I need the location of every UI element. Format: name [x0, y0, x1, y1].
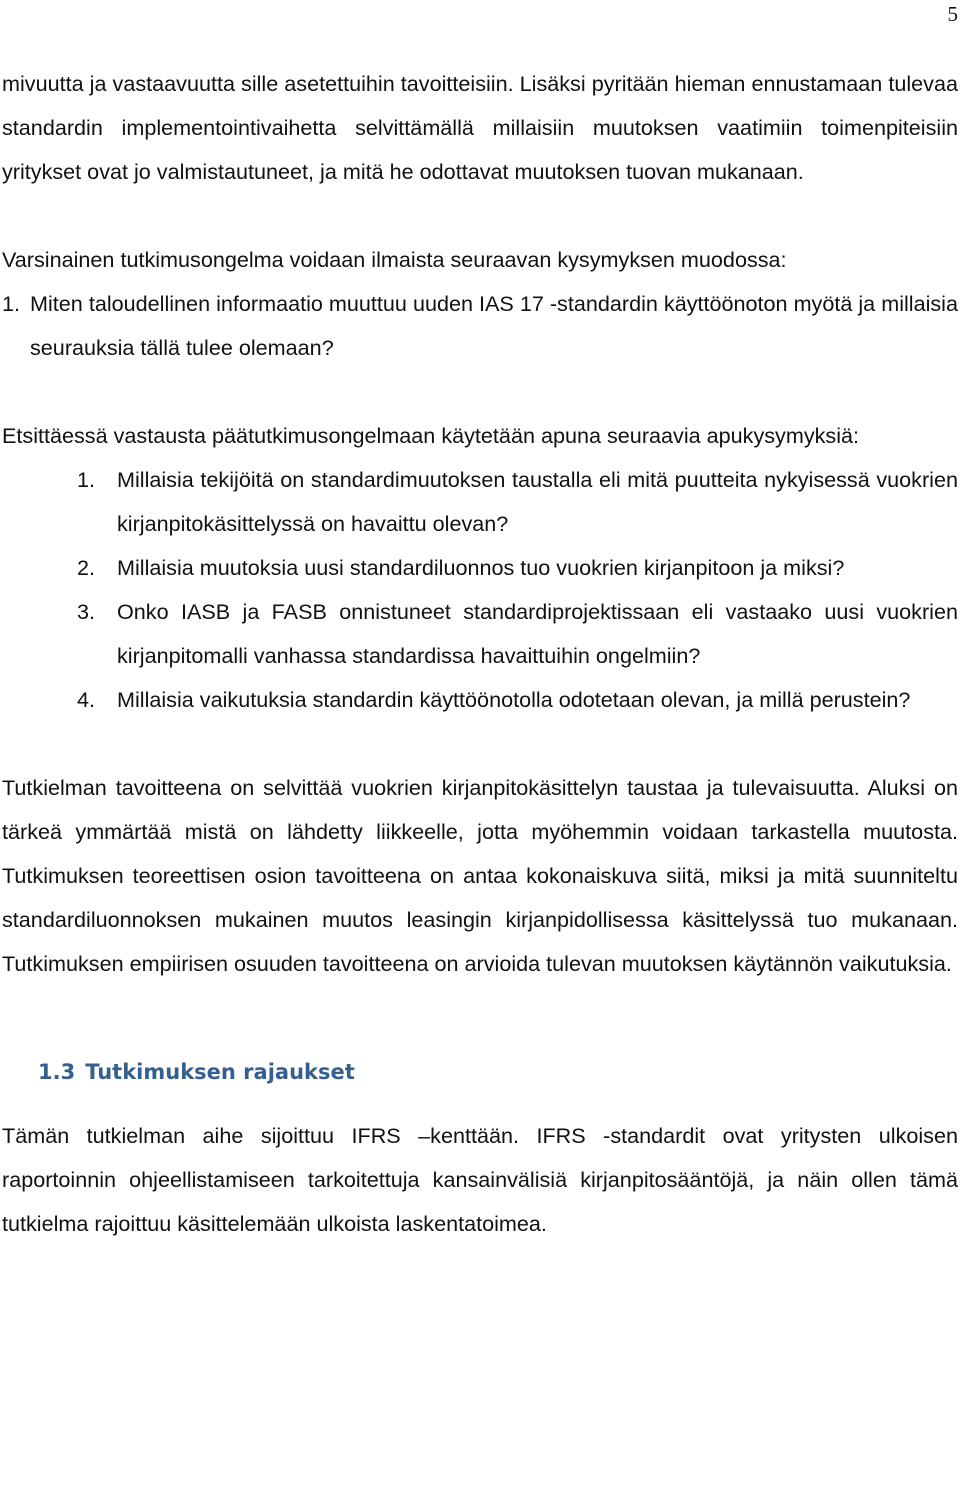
list-item: [2, 590, 958, 678]
list-number: 2.: [77, 555, 96, 580]
paragraph-thesis-objective: Tutkielman tavoitteena on selvittää vuokrien kirjanpitokäsittelyn taustaa ja tulevaisuutta. Aluksi on tärkeä ymmärtää mistä on lähdetty liikkeelle, jotta myöhemmin voidaan tarkastella muutosta. Tutkimuksen teoreettisen osion tavoitteena on antaa kokonaiskuva siitä, miksi ja mitä suunniteltu standardiluonnoksen mukainen muutos leasingin kirjanpidollisessa käsittelyssä tuo mukanaan. Tutkimuksen empiirisen osuuden tavoitteena on arvioida tulevan muutoksen käytännön vaikutuksia.: [2, 775, 958, 976]
list-item-text: Millaisia muutoksia uusi standardiluonnos tuo vuokrien kirjanpitoon ja miksi?: [117, 555, 845, 580]
list-number: 1.: [2, 291, 21, 316]
section-number: 1.3: [38, 1060, 76, 1084]
section-title: Tutkimuksen rajaukset: [85, 1060, 355, 1084]
list-number: 4.: [77, 687, 96, 712]
document-body: [2, 62, 958, 1246]
list-item: [2, 546, 958, 590]
list-item: [2, 458, 958, 546]
list-item-text: Miten taloudellinen informaatio muuttuu uuden IAS 17 -standardin käyttöönoton myötä ja millaisia seurauksia tällä tulee olemaan?: [30, 291, 958, 360]
paragraph-sub-questions-intro: Etsittäessä vastausta päätutkimusongelmaan käytetään apuna seuraavia apukysymyksiä:: [2, 423, 860, 448]
paragraph-research-aim: mivuutta ja vastaavuutta sille asetettuihin tavoitteisiin. Lisäksi pyritään hieman ennustamaan tulevaa standardin implementointivaihetta selvittämällä millaisiin muutoksen vaatimiin toimenpiteisiin yritykset ovat jo valmistautuneet, ja mitä he odottavat muutoksen tuovan mukanaan.: [2, 71, 958, 184]
list-number: 1.: [77, 467, 96, 492]
section-heading: [2, 1050, 958, 1094]
sub-questions-list: [2, 458, 958, 722]
list-item: [2, 678, 958, 722]
page-number: 5: [947, 2, 958, 26]
list-item-text: Millaisia tekijöitä on standardimuutoksen taustalla eli mitä puutteita nykyisessä vuokrien kirjanpitokäsittelyssä on havaittu olevan?: [117, 467, 958, 536]
list-number: 3.: [77, 599, 96, 624]
paragraph-scope: Tämän tutkielman aihe sijoittuu IFRS –kenttään. IFRS -standardit ovat yritysten ulkoisen raportoinnin ohjeellistamiseen tarkoitettuja kansainvälisiä kirjanpitosääntöjä, ja näin ollen tämä tutkielma rajoittuu käsittelemään ulkoista laskentatoimea.: [2, 1123, 958, 1236]
list-item-text: Millaisia vaikutuksia standardin käyttöönotolla odotetaan olevan, ja millä perustein?: [117, 687, 911, 712]
list-item-text: Onko IASB ja FASB onnistuneet standardiprojektissaan eli vastaako uusi vuokrien kirjanpitomalli vanhassa standardissa havaittuihin ongelmiin?: [117, 599, 958, 668]
main-research-question: [2, 282, 958, 370]
paragraph-research-problem-intro: Varsinainen tutkimusongelma voidaan ilmaista seuraavan kysymyksen muodossa:: [2, 247, 787, 272]
